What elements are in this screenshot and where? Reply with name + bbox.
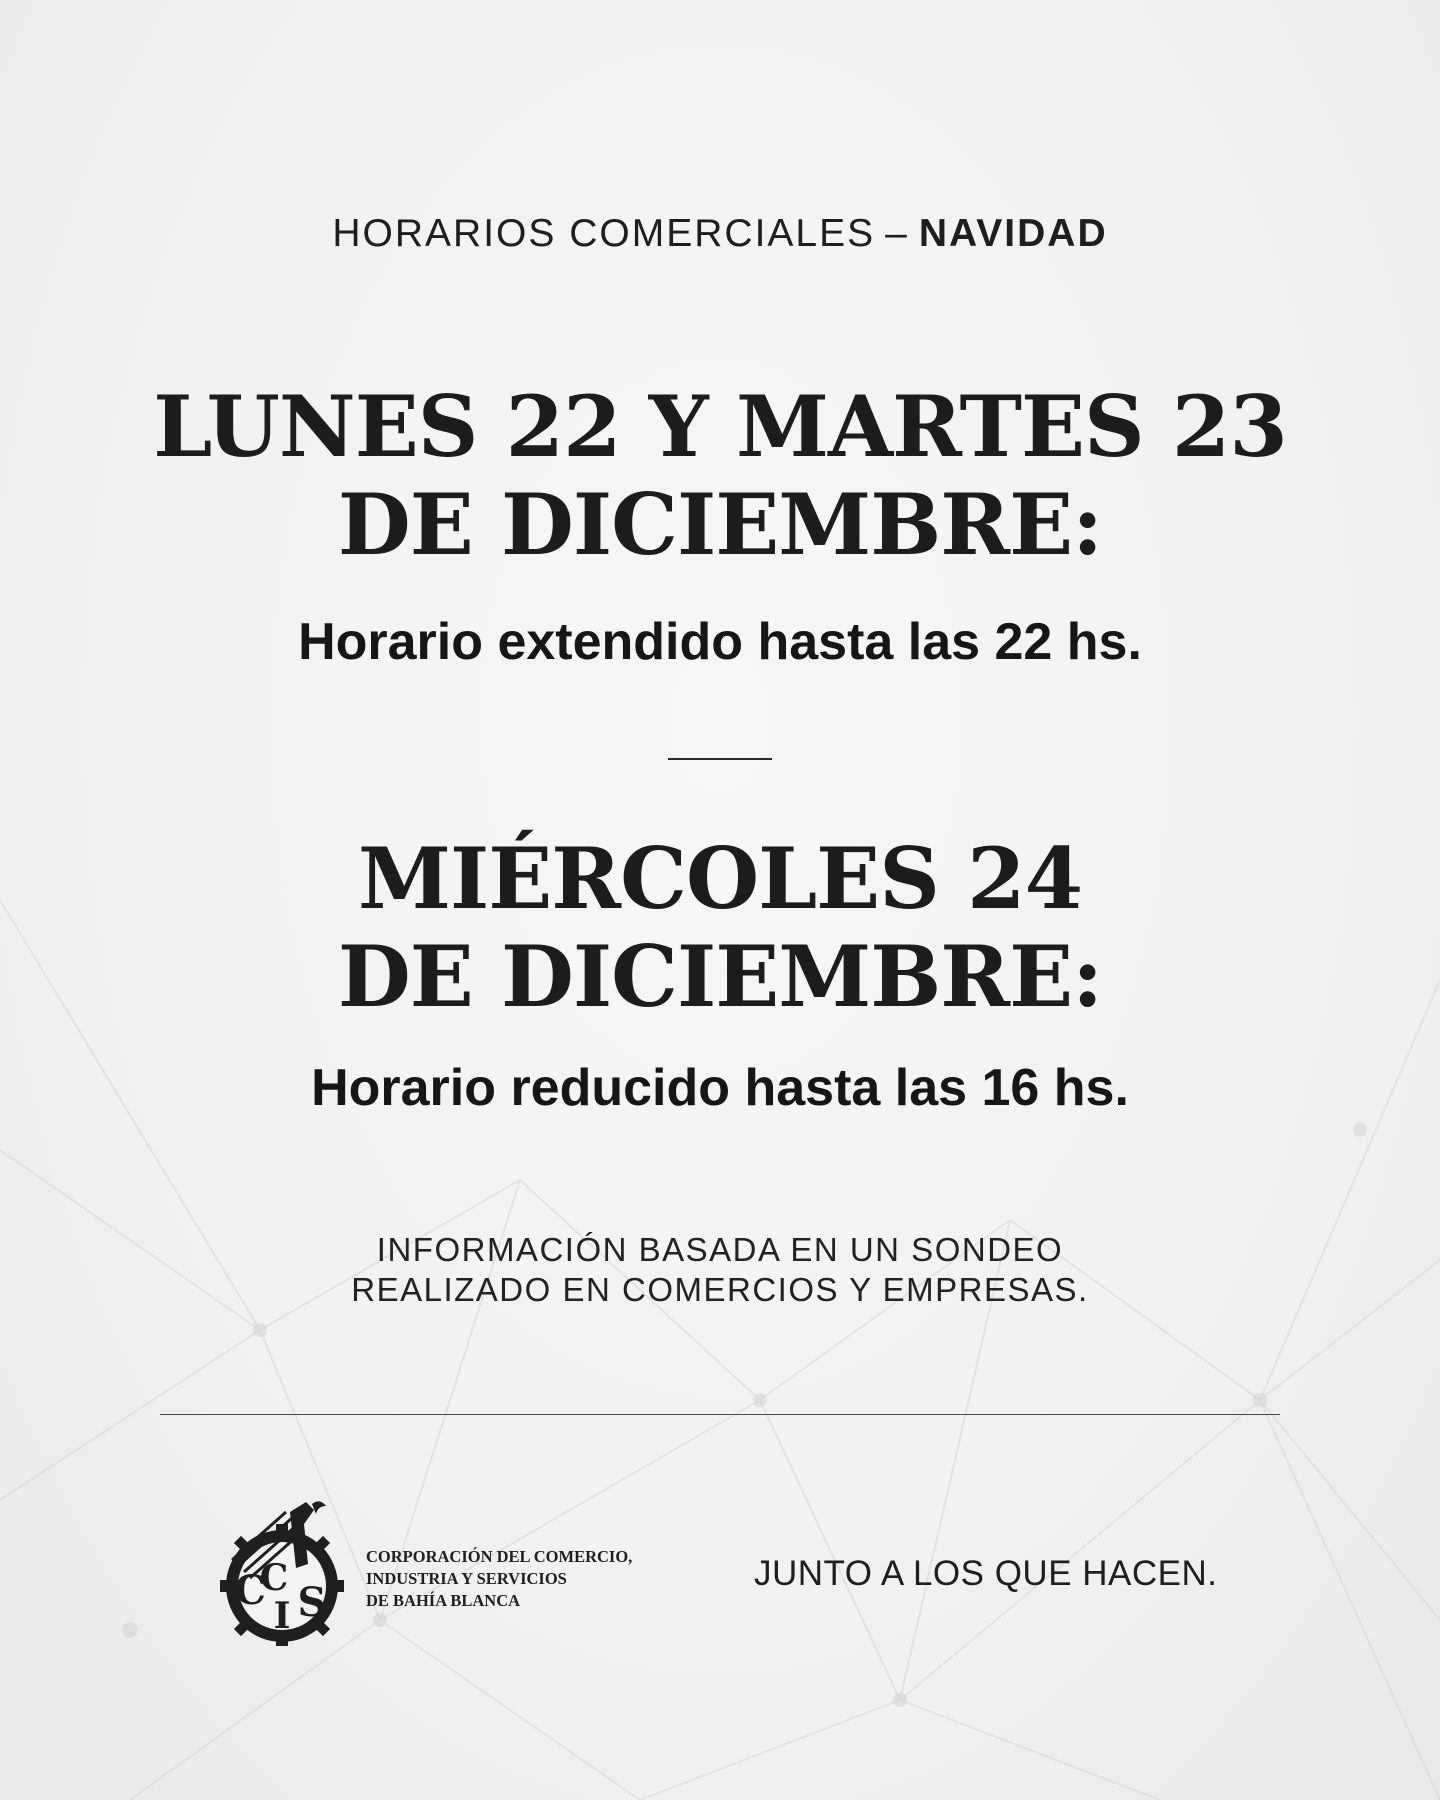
logo-letter-i: I <box>273 1595 291 1637</box>
organization-name-line-3: DE BAHÍA BLANCA <box>366 1591 521 1610</box>
section-2-date-line-1: MIÉRCOLES 24 <box>357 829 1083 928</box>
section-2-hours: Horario reducido hasta las 16 hs. <box>311 1059 1129 1117</box>
footer-divider <box>160 1414 1280 1415</box>
section-1-date-line-1: LUNES 22 Y MARTES 23 <box>153 377 1287 476</box>
eyebrow-bold: NAVIDAD <box>918 212 1108 255</box>
section-1-date-line-2: DE DICIEMBRE: <box>337 475 1103 574</box>
section-1-date-heading <box>0 378 1440 574</box>
survey-note <box>0 1230 1440 1310</box>
eyebrow-separator: – <box>885 212 909 255</box>
eyebrow-regular: HORARIOS COMERCIALES <box>332 212 876 255</box>
logo-letter-s: S <box>297 1579 327 1626</box>
survey-note-line-2: REALIZADO EN COMERCIOS Y EMPRESAS. <box>351 1271 1089 1308</box>
section-2-date-heading <box>0 830 1440 1026</box>
section-2-date-line-2: DE DICIEMBRE: <box>337 927 1103 1026</box>
ccis-logo-icon <box>212 1494 352 1646</box>
logo-letter-c2: C <box>259 1557 289 1599</box>
section-1-hours: Horario extendido hasta las 22 hs. <box>298 613 1142 671</box>
survey-note-line-1: INFORMACIÓN BASADA EN UN SONDEO <box>376 1231 1064 1268</box>
slogan: JUNTO A LOS QUE HACEN. <box>754 1554 1218 1593</box>
logo-letter-c1: C <box>234 1567 266 1614</box>
header-eyebrow <box>0 208 1440 260</box>
organization-name-line-2: INDUSTRIA Y SERVICIOS <box>366 1569 567 1588</box>
organization-name <box>366 1546 632 1612</box>
organization-name-line-1: CORPORACIÓN DEL COMERCIO, <box>366 1547 633 1566</box>
section-divider <box>668 758 772 760</box>
